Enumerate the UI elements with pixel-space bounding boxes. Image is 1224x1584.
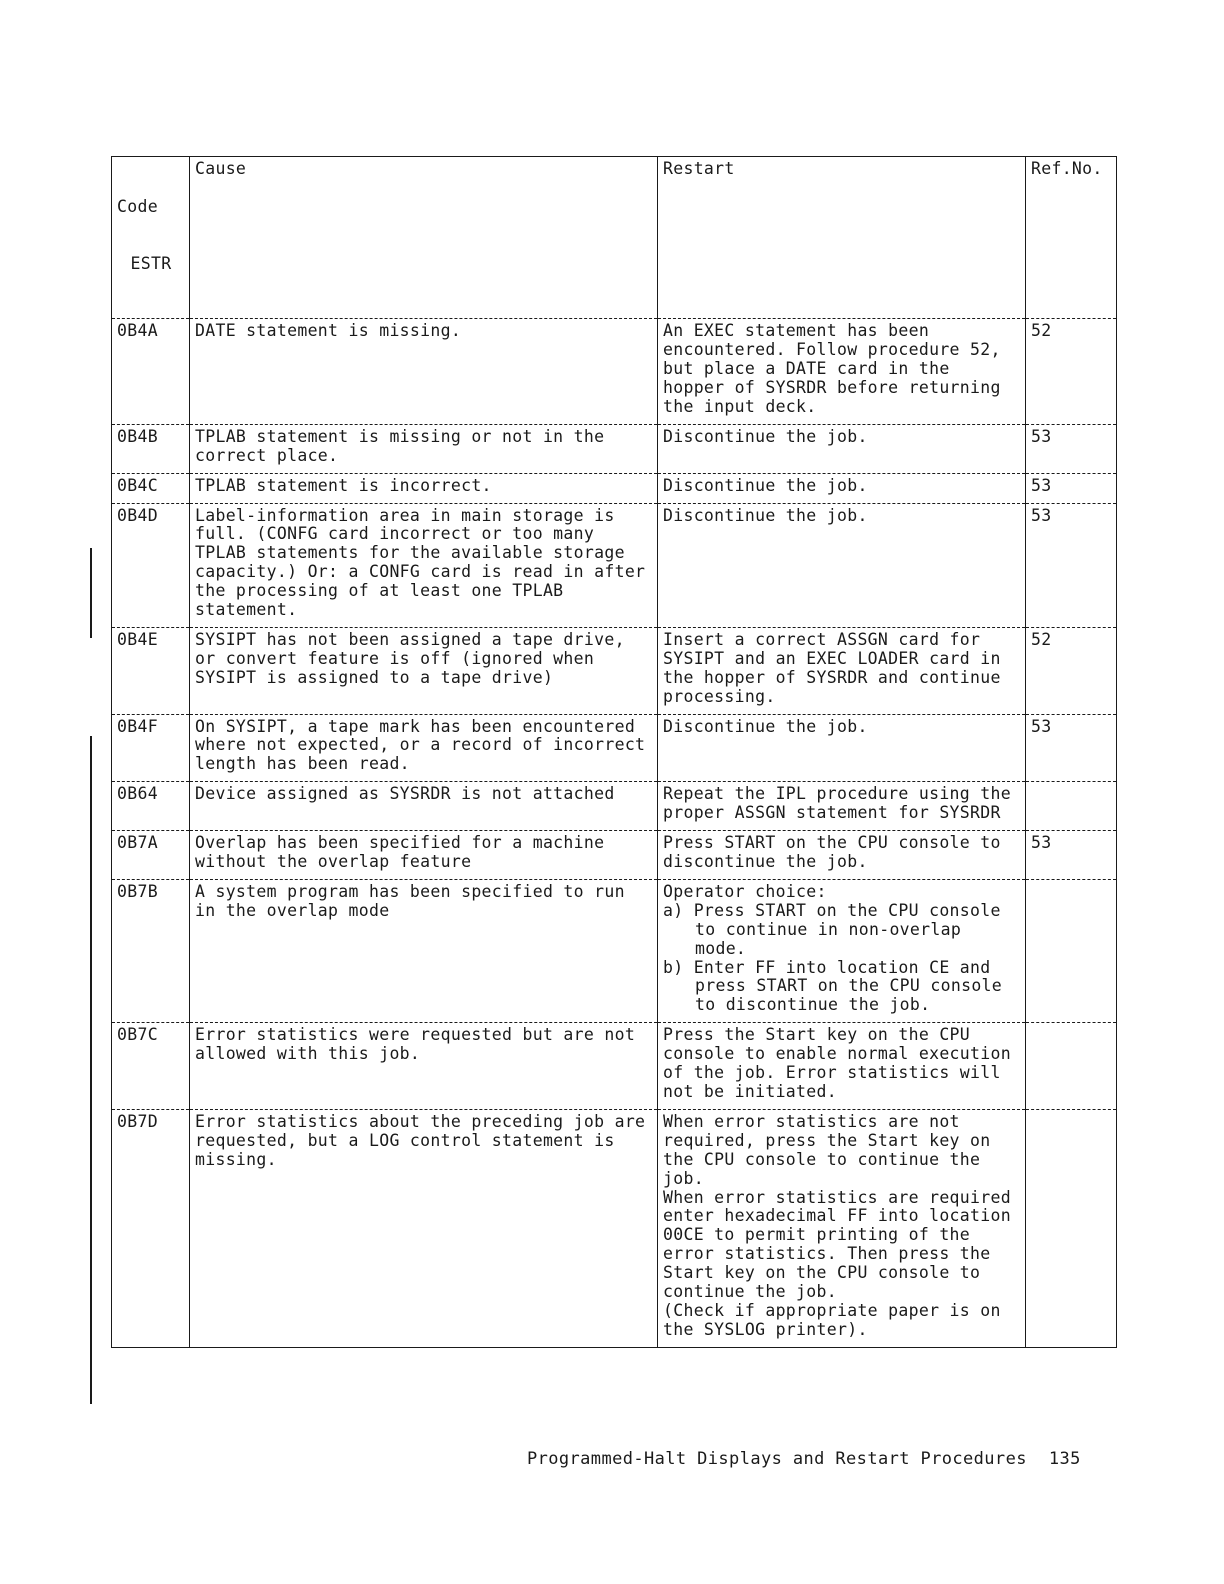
ref-no-cell: 53: [1026, 424, 1117, 473]
halt-code-cell: 0B4D: [112, 503, 190, 627]
ref-no-cell: 53: [1026, 714, 1117, 782]
table-row: [112, 473, 1117, 503]
ref-no-cell: [1026, 782, 1117, 831]
header-cause: Cause: [190, 157, 658, 319]
restart-text: When error statistics are not required, press the Start key on the CPU console to continue the job.: [663, 1111, 1001, 1188]
ref-no-cell: 53: [1026, 473, 1117, 503]
footer-title: Programmed-Halt Displays and Restart Procedures: [527, 1449, 1027, 1469]
halt-code-cell: 0B4B: [112, 424, 190, 473]
halt-code-cell: 0B4A: [112, 319, 190, 425]
halt-code-table: [111, 156, 1117, 1348]
cause-cell: Device assigned as SYSRDR is not attached: [190, 782, 658, 831]
page-footer: [527, 1449, 1081, 1469]
table-row: [112, 319, 1117, 425]
header-code: [112, 157, 190, 319]
table-body: [112, 319, 1117, 1348]
header-ref-no: Ref.No.: [1026, 157, 1117, 319]
restart-cell: [658, 782, 1026, 831]
ref-no-cell: 52: [1026, 319, 1117, 425]
cause-cell: Error statistics were requested but are not allowed with this job.: [190, 1023, 658, 1110]
table-row: [112, 879, 1117, 1022]
ref-no-cell: 53: [1026, 503, 1117, 627]
restart-cell: [658, 1109, 1026, 1347]
restart-text: Press START on the CPU console to discontinue the job.: [663, 833, 1011, 871]
halt-code-cell: 0B4F: [112, 714, 190, 782]
revision-bar: [90, 736, 92, 1404]
revision-bar: [90, 548, 92, 638]
restart-text: Discontinue the job.: [663, 716, 868, 736]
cause-cell: Overlap has been specified for a machine without the overlap feature: [190, 831, 658, 880]
restart-cell: [658, 1023, 1026, 1110]
table-row: [112, 1109, 1117, 1347]
ref-no-cell: [1026, 879, 1117, 1022]
header-restart: Restart: [658, 157, 1026, 319]
restart-cell: [658, 424, 1026, 473]
restart-text: An EXEC statement has been encountered. Follow procedure 52, but place a DATE card in the hopper of SYSRDR before returning the input deck.: [663, 321, 1011, 416]
halt-code-cell: 0B64: [112, 782, 190, 831]
cause-cell: SYSIPT has not been assigned a tape drive, or convert feature is off (ignored when SYSIPT is assigned to a tape drive): [190, 627, 658, 714]
restart-text: Repeat the IPL procedure using the proper ASSGN statement for SYSRDR: [663, 784, 1022, 823]
restart-cell: [658, 473, 1026, 503]
table-row: [112, 1023, 1117, 1110]
table-row: [112, 831, 1117, 880]
restart-cell: [658, 831, 1026, 880]
halt-code-cell: 0B7D: [112, 1109, 190, 1347]
ref-no-cell: 52: [1026, 627, 1117, 714]
table-row: [112, 627, 1117, 714]
cause-cell: A system program has been specified to run in the overlap mode: [190, 879, 658, 1022]
restart-cell: [658, 319, 1026, 425]
header-estr-label: ESTR: [130, 253, 172, 273]
restart-text: Discontinue the job.: [663, 505, 868, 525]
restart-cell: [658, 503, 1026, 627]
cause-cell: DATE statement is missing.: [190, 319, 658, 425]
header-code-label: Code: [117, 196, 158, 216]
table-row: [112, 714, 1117, 782]
cause-cell: TPLAB statement is missing or not in the correct place.: [190, 424, 658, 473]
ref-no-cell: 53: [1026, 831, 1117, 880]
restart-text: Discontinue the job.: [663, 426, 868, 446]
table-row: [112, 503, 1117, 627]
restart-text: Discontinue the job.: [663, 475, 868, 495]
halt-code-cell: 0B7A: [112, 831, 190, 880]
ref-no-cell: [1026, 1109, 1117, 1347]
halt-code-cell: 0B7B: [112, 879, 190, 1022]
restart-text: Insert a correct ASSGN card for SYSIPT and an EXEC LOADER card in the hopper of SYSRDR and continue processing.: [663, 629, 1011, 706]
restart-text: a) Press START on the CPU console to continue in non-overlap mode.: [663, 900, 1011, 958]
table-header-row: [112, 157, 1117, 319]
cause-cell: On SYSIPT, a tape mark has been encountered where not expected, or a record of incorrect length has been read.: [190, 714, 658, 782]
restart-text: (Check if appropriate paper is on the SYSLOG printer).: [663, 1300, 1011, 1339]
table-row: [112, 424, 1117, 473]
restart-cell: [658, 627, 1026, 714]
restart-text: When error statistics are required enter hexadecimal FF into location 00CE to permit printing of the error statistics. Then press the Start key on the CPU console to continue the job.: [663, 1187, 1022, 1302]
restart-text: Operator choice:: [663, 881, 827, 901]
cause-cell: Label-information area in main storage is full. (CONFG card incorrect or too many TPLAB statements for the available storage capacity.) Or: a CONFG card is read in after the processing of at least one TPLAB statement.: [190, 503, 658, 627]
restart-cell: [658, 879, 1026, 1022]
table-row: [112, 782, 1117, 831]
restart-text: b) Enter FF into location CE and press START on the CPU console to discontinue the job.: [663, 957, 1013, 1015]
ref-no-cell: [1026, 1023, 1117, 1110]
cause-cell: TPLAB statement is incorrect.: [190, 473, 658, 503]
page-number: 135: [1048, 1449, 1081, 1469]
restart-text: Press the Start key on the CPU console to enable normal execution of the job. Error statistics will not be initiated.: [663, 1025, 1022, 1101]
halt-code-cell: 0B7C: [112, 1023, 190, 1110]
halt-code-cell: 0B4C: [112, 473, 190, 503]
restart-cell: [658, 714, 1026, 782]
halt-code-cell: 0B4E: [112, 627, 190, 714]
cause-cell: Error statistics about the preceding job are requested, but a LOG control statement is missing.: [190, 1109, 658, 1347]
